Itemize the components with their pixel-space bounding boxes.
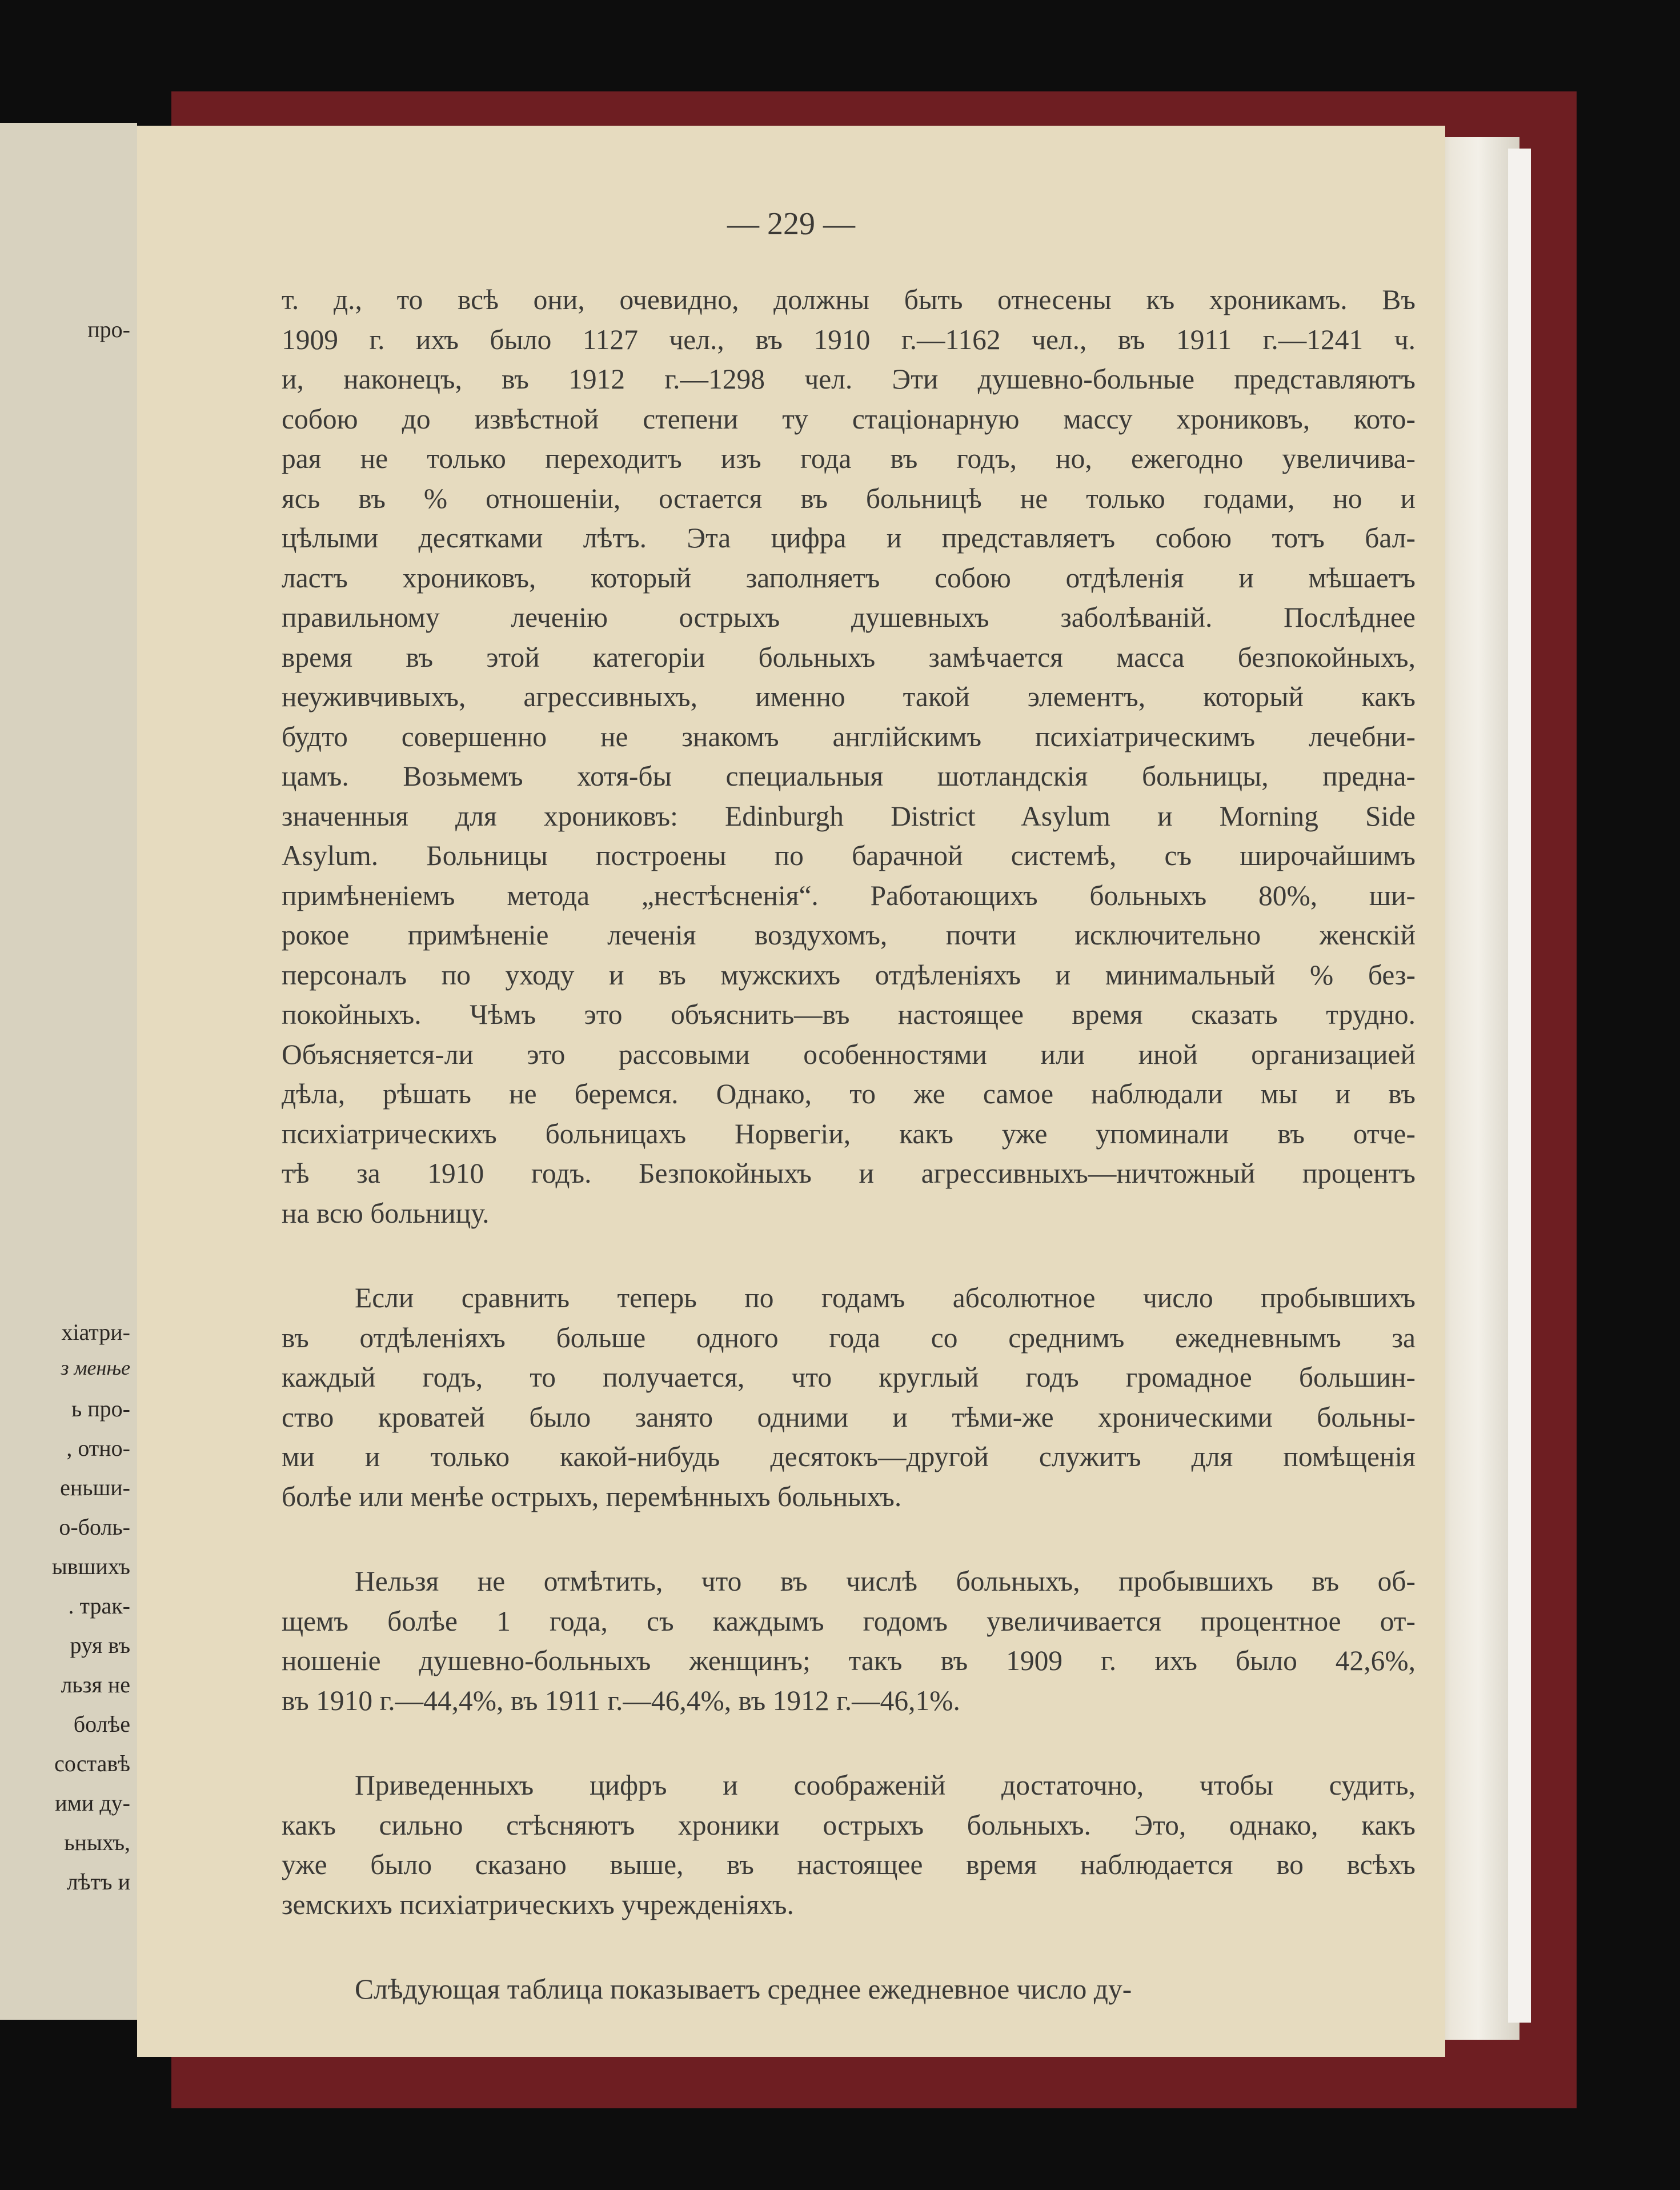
text-line: земскихъ психіатрическихъ учрежденіяхъ. <box>282 1888 794 1920</box>
text-line: покойныхъ. Чѣмъ это объяснить—въ настоящее время сказать трудно. <box>282 999 1416 1030</box>
text-line: Asylum. Больницы построены по барачной системѣ, съ широчайшимъ <box>282 840 1416 871</box>
prev-page-fragment: руя въ <box>70 1632 130 1658</box>
text-line: на всю больницу. <box>282 1197 490 1229</box>
text-line: собою до извѣстной степени ту стаціонарную массу хрониковъ, кото- <box>282 403 1416 435</box>
paragraph <box>282 280 1416 1233</box>
prev-page-fragment: лѣтъ и <box>66 1869 130 1895</box>
paragraph-gap <box>282 1233 1416 1278</box>
text-line: примѣненіемъ метода „нестѣсненія“. Работающихъ больныхъ 80%, ши- <box>282 879 1416 911</box>
paragraph <box>282 1765 1416 1924</box>
text-line: психіатрическихъ больницахъ Норвегіи, какъ уже упоминали въ отче- <box>282 1118 1416 1150</box>
prev-page-fragment: хіатри- <box>61 1319 130 1345</box>
text-line: въ 1910 г.—44,4%, въ 1911 г.—46,4%, въ 1912 г.—46,1%. <box>282 1684 960 1716</box>
text-line: неуживчивыхъ, агрессивныхъ, именно такой элементъ, который какъ <box>282 681 1416 712</box>
text-line: рокое примѣненіе леченія воздухомъ, почти исключительно женскій <box>282 919 1416 951</box>
prev-page-fragment: , отно- <box>66 1435 130 1461</box>
text-line: какъ сильно стѣсняютъ хроники острыхъ больныхъ. Это, однако, какъ <box>282 1809 1416 1841</box>
paragraph-gap <box>282 1720 1416 1765</box>
text-line: время въ этой категоріи больныхъ замѣчается масса безпокойныхъ, <box>282 641 1416 673</box>
text-line: цамъ. Возьмемъ хотя-бы специальныя шотландскія больницы, предна- <box>282 760 1416 792</box>
text-line: Слѣдующая таблица показываетъ среднее ежедневное число ду- <box>355 1973 1132 2005</box>
paragraph <box>282 1278 1416 1516</box>
text-line: Нельзя не отмѣтить, что въ числѣ больныхъ, пробывшихъ въ об- <box>355 1566 1416 1597</box>
text-line: ясь въ % отношеніи, остается въ больницѣ не только годами, но и <box>282 482 1416 514</box>
body-text <box>282 280 1416 2009</box>
text-line: персоналъ по уходу и въ мужскихъ отдѣленіяхъ и минимальный % без- <box>282 959 1416 991</box>
text-line: каждый годъ, то получается, что круглый годъ громадное большин- <box>282 1362 1416 1393</box>
text-line: ство кроватей было занято одними и тѣми-же хроническими больны- <box>282 1401 1416 1433</box>
page-number: — 229 — <box>727 206 855 242</box>
text-line: значенныя для хрониковъ: Edinburgh District Asylum и Morning Side <box>282 800 1416 832</box>
paragraph-gap <box>282 1924 1416 1969</box>
text-line: 1909 г. ихъ было 1127 чел., въ 1910 г.—1162 чел., въ 1911 г.—1241 ч. <box>282 323 1416 355</box>
prev-page-fragment: ывшихъ <box>51 1554 130 1579</box>
prev-page-fragment: болѣе <box>73 1711 130 1737</box>
text-line: уже было сказано выше, въ настоящее время наблюдается во всѣхъ <box>282 1849 1416 1880</box>
text-line: будто совершенно не знакомъ англійскимъ психіатрическимъ лечебни- <box>282 720 1416 752</box>
text-line: Приведенныхъ цифръ и соображеній достаточно, чтобы судить, <box>355 1769 1416 1801</box>
text-line: Если сравнить теперь по годамъ абсолютное число пробывшихъ <box>355 1282 1416 1314</box>
text-line: щемъ болѣе 1 года, съ каждымъ годомъ увеличивается процентное от- <box>282 1605 1416 1637</box>
previous-page-strip <box>0 123 137 2020</box>
paragraph <box>282 1562 1416 1720</box>
prev-page-fragment: составѣ <box>54 1751 130 1776</box>
text-line: ластъ хрониковъ, который заполняетъ собою отдѣленія и мѣшаетъ <box>282 562 1416 594</box>
text-line: рая не только переходитъ изъ года въ годъ, но, ежегодно увеличива- <box>282 443 1416 474</box>
prev-page-fragment: . трак- <box>68 1593 130 1619</box>
text-line: въ отдѣленіяхъ больше одного года со среднимъ ежедневнымъ за <box>282 1322 1416 1354</box>
paragraph <box>282 1969 1416 2009</box>
text-line: ми и только какой-нибудь десятокъ—другой служитъ для помѣщенія <box>282 1441 1416 1472</box>
text-line: болѣе или менѣе острыхъ, перемѣнныхъ больныхъ. <box>282 1480 902 1512</box>
text-line: тѣ за 1910 годъ. Безпокойныхъ и агрессивныхъ—ничтожный процентъ <box>282 1158 1416 1189</box>
text-line: дѣла, рѣшать не беремся. Однако, то же самое наблюдали мы и въ <box>282 1078 1416 1110</box>
paragraph-gap <box>282 1516 1416 1562</box>
text-line: ношеніе душевно-больныхъ женщинъ; такъ въ 1909 г. ихъ было 42,6%, <box>282 1645 1416 1676</box>
prev-page-fragment: еньши- <box>60 1475 130 1500</box>
prev-page-fragment: о-боль- <box>59 1514 130 1540</box>
text-line: и, наконецъ, въ 1912 г.—1298 чел. Эти душевно-больные представляютъ <box>282 363 1416 395</box>
text-line: правильному леченію острыхъ душевныхъ заболѣваній. Послѣднее <box>282 602 1416 633</box>
prev-page-fragment: про- <box>87 317 130 342</box>
text-line: цѣлыми десятками лѣтъ. Эта цифра и представляетъ собою тотъ бал- <box>282 522 1416 554</box>
text-line: Объясняется-ли это рассовыми особенностями или иной организацией <box>282 1038 1416 1070</box>
page-stack-edge-outer <box>1508 149 1531 2023</box>
prev-page-fragment: ь про- <box>71 1396 130 1422</box>
prev-page-fragment: льзя не <box>61 1672 130 1697</box>
prev-page-fragment: ими ду- <box>55 1790 130 1816</box>
book-page <box>137 126 1445 2057</box>
prev-page-fragment: ьныхъ, <box>64 1829 130 1855</box>
text-line: т. д., то всѣ они, очевидно, должны быть отнесены къ хроникамъ. Въ <box>282 284 1416 315</box>
prev-page-fragment: з менње <box>61 1356 130 1379</box>
